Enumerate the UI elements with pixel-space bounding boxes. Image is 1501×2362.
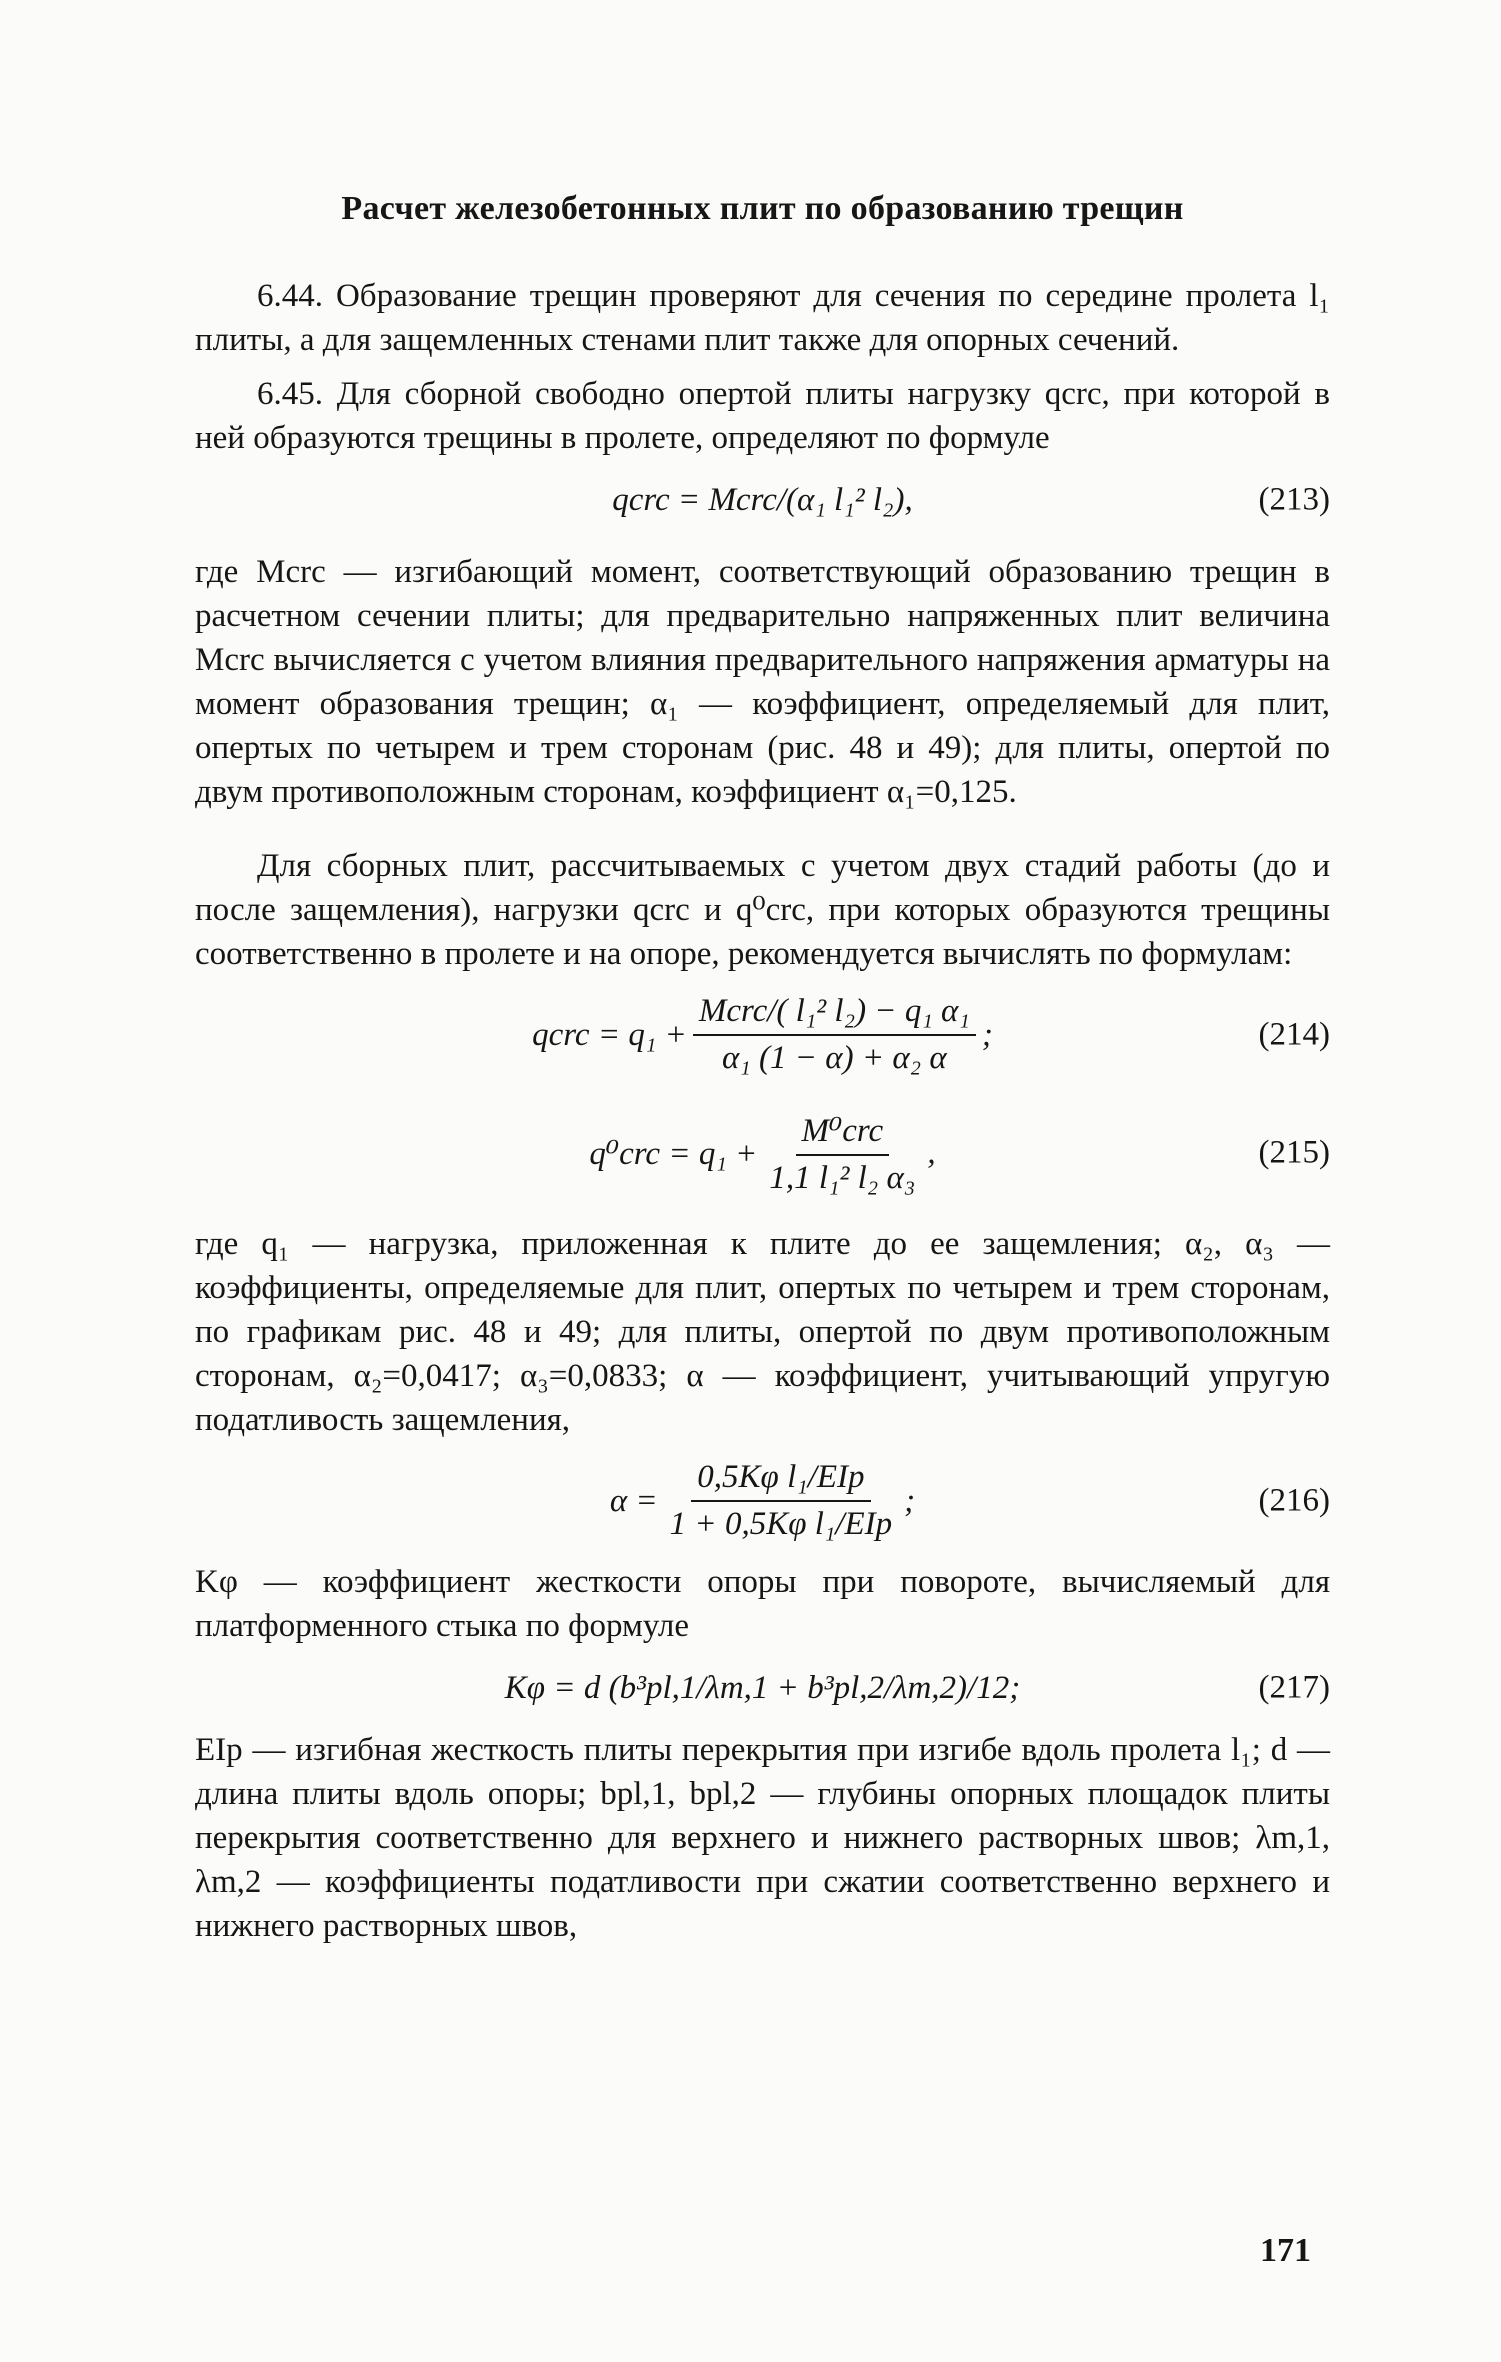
equation-214-fraction (693, 993, 976, 1077)
equation-216-fraction (664, 1459, 899, 1543)
equation-214-tail: ; (981, 1016, 993, 1053)
equation-215-number: (215) (1258, 1134, 1330, 1171)
paragraph-eip: EIp — изгибная жесткость плиты перекрытия при изгибе вдоль пролета l₁; d — длина плиты вдоль опоры; bpl,1, bpl,2 — глубины опорных площадок плиты перекрытия соответственно для верхнего и нижнего растворных швов; λm,1, λm,2 — коэффициенты податливости при сжатии соответственно верхнего и нижнего растворных швов, (195, 1732, 1330, 1944)
equation-215 (195, 1094, 1330, 1212)
paragraph-6-45: 6.45. Для сборной свободно опертой плиты нагрузку qcrc, при которой в ней образуются трещины в пролете, определяют по формуле (195, 376, 1330, 456)
equation-217 (195, 1648, 1330, 1728)
equation-213 (195, 460, 1330, 540)
equation-215-tail: , (927, 1134, 936, 1171)
equation-216-number: (216) (1258, 1482, 1330, 1519)
equation-214-left: qcrc = q₁ + (532, 1016, 687, 1053)
section-heading: Расчет железобетонных плит по образованию трещин (341, 190, 1184, 227)
equation-214-denominator: α₁ (1 − α) + α₂ α (721, 1040, 947, 1076)
equation-216-denominator: 1 + 0,5Kφ l₁/EIp (669, 1506, 893, 1542)
equation-216 (195, 1442, 1330, 1560)
paragraph-6-44: 6.44. Образование трещин проверяют для сечения по середине пролета l₁ плиты, а для защемленных стенами плит также для опорных сечений. (195, 278, 1330, 358)
equation-213-number: (213) (1258, 481, 1330, 518)
paragraph-where-mcrc: где Mcrc — изгибающий момент, соответствующий образованию трещин в расчетном сечении плиты; для предварительно напряженных плит величина Mcrc вычисляется с учетом влияния предварительного напряжения арматуры на момент образования трещин; α₁ — коэффициент, определяемый для плит, опертых по четырем и трем сторонам (рис. 48 и 49); для плиты, опертой по двум противоположным сторонам, коэффициент α₁=0,125. (195, 554, 1330, 810)
equation-217-body: Kφ = d (b³pl,1/λm,1 + b³pl,2/λm,2)/12; (504, 1669, 1021, 1706)
page-number: 171 (1260, 2232, 1311, 2269)
paragraph-where-q1: где q₁ — нагрузка, приложенная к плите до ее защемления; α₂, α₃ — коэффициенты, определяемые для плит, опертых по четырем и трем сторонам, по графикам рис. 48 и 49; для плиты, опертой по двум противоположным сторонам, α₂=0,0417; α₃=0,0833; α — коэффициент, учитывающий упругую податливость защемления, (195, 1226, 1330, 1438)
equation-215-numerator: M⁰crc (796, 1110, 890, 1156)
paragraph-prefab-plates: Для сборных плит, рассчитываемых с учетом двух стадий работы (до и после защемления), нагрузки qcrc и q⁰crc, при которых образуются трещины соответственно в пролете и на опоре, рекомендуется вычислять по формулам: (195, 848, 1330, 972)
equation-214-numerator: Mcrc/( l₁² l₂) − q₁ α₁ (693, 993, 976, 1036)
equation-216-left: α = (609, 1482, 658, 1519)
equation-214-number: (214) (1258, 1016, 1330, 1053)
equation-213-body: qcrc = Mcrc/(α₁ l₁² l₂), (612, 481, 913, 518)
paragraph-k-phi: Kφ — коэффициент жесткости опоры при повороте, вычисляемый для платформенного стыка по формуле (195, 1564, 1330, 1644)
page-body (195, 190, 1330, 1948)
equation-217-number: (217) (1258, 1669, 1330, 1706)
equation-216-numerator: 0,5Kφ l₁/EIp (691, 1459, 870, 1502)
equation-215-denominator: 1,1 l₁² l₂ α₃ (769, 1159, 916, 1196)
equation-216-tail: ; (904, 1482, 916, 1519)
equation-215-left: q⁰crc = q₁ + (589, 1136, 758, 1172)
equation-214 (195, 976, 1330, 1094)
equation-215-fraction (763, 1110, 921, 1197)
